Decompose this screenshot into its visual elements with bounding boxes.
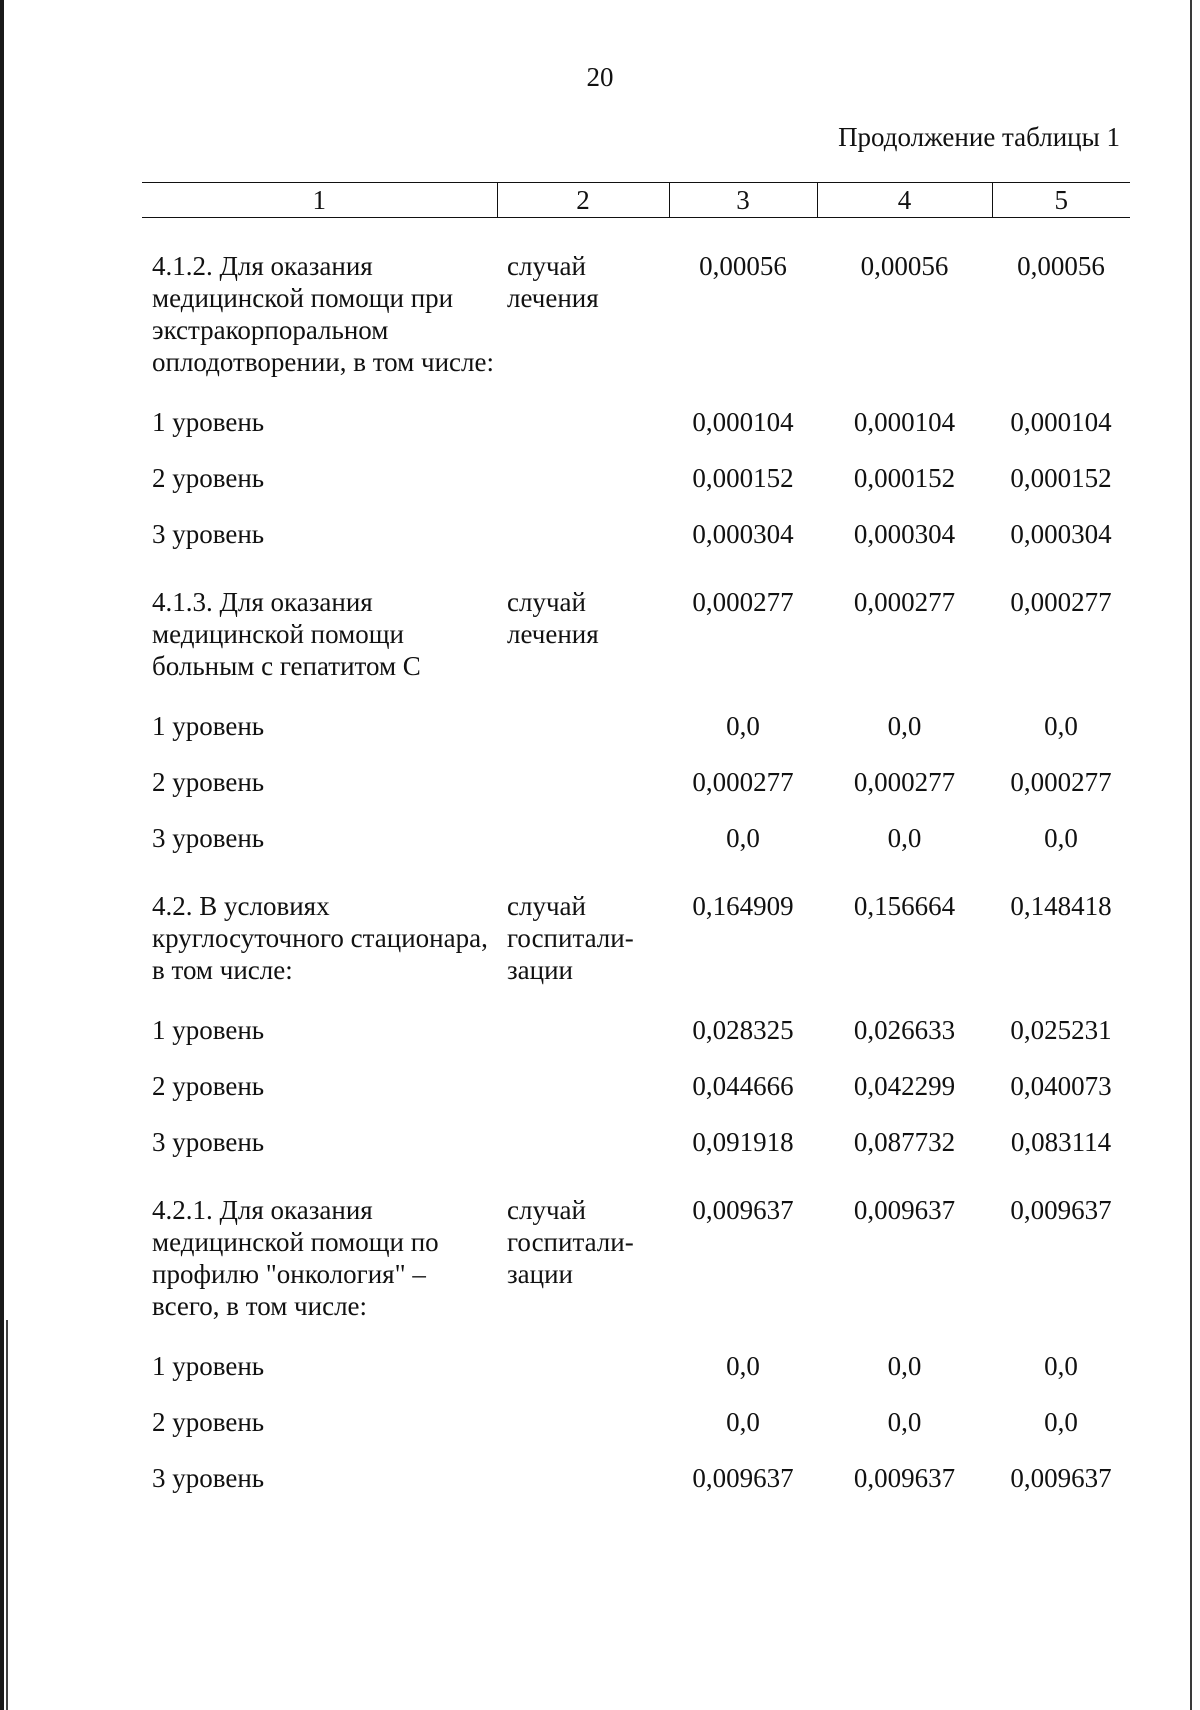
row-unit (497, 386, 669, 442)
row-value-col4: 0,0 (887, 823, 922, 853)
row-value-col5: 0,040073 (1010, 1071, 1112, 1101)
scan-edge-left-secondary (6, 1320, 8, 1710)
row-value-col3: 0,0 (726, 823, 760, 853)
table-row (142, 386, 1130, 442)
row-value-col3: 0,0 (726, 1351, 760, 1381)
table-row (142, 1442, 1130, 1498)
row-value-col3: 0,0 (726, 711, 760, 741)
row-value-col5: 0,009637 (1010, 1463, 1112, 1493)
table-header (142, 183, 1130, 218)
row-unit (497, 1330, 669, 1386)
table-row (142, 858, 1130, 994)
row-value-col4: 0,0 (887, 1407, 922, 1437)
row-value-col5: 0,148418 (1010, 891, 1112, 921)
row-unit (497, 1386, 669, 1442)
row-value-col3: 0,000277 (692, 587, 794, 617)
row-label: 1 уровень (152, 711, 265, 741)
header-col-5: 5 (992, 183, 1130, 218)
row-unit: случай госпитали-зации (507, 891, 634, 985)
row-value-col4: 0,026633 (853, 1015, 956, 1045)
row-value-col5: 0,0 (1044, 823, 1078, 853)
table-row (142, 802, 1130, 858)
row-value-col3: 0,044666 (692, 1071, 794, 1101)
row-value-col4: 0,00056 (860, 251, 949, 281)
row-label: 3 уровень (152, 519, 265, 549)
row-label: 1 уровень (152, 1351, 265, 1381)
row-value-col5: 0,000304 (1010, 519, 1112, 549)
header-row (142, 183, 1130, 218)
row-value-col3: 0,009637 (692, 1195, 794, 1225)
row-label: 2 уровень (152, 1071, 265, 1101)
row-value-col4: 0,000304 (853, 519, 956, 549)
row-label: 4.1.3. Для оказания медицинской помощи больным с гепатитом С (152, 587, 421, 681)
row-value-col4: 0,0 (887, 711, 922, 741)
row-value-col4: 0,042299 (853, 1071, 956, 1101)
row-label: 4.2.1. Для оказания медицинской помощи по профилю "онкология" – всего, в том числе: (152, 1195, 439, 1321)
row-unit (497, 1442, 669, 1498)
row-value-col4: 0,000277 (853, 767, 956, 797)
table-continuation-title: Продолжение таблицы 1 (838, 122, 1120, 152)
row-label: 1 уровень (152, 1015, 265, 1045)
row-value-col5: 0,0 (1044, 1407, 1078, 1437)
row-value-col4: 0,087732 (853, 1127, 956, 1157)
table-row (142, 554, 1130, 690)
row-value-col5: 0,000277 (1010, 767, 1112, 797)
row-value-col3: 0,164909 (692, 891, 794, 921)
row-unit (497, 802, 669, 858)
row-unit (497, 442, 669, 498)
row-label: 2 уровень (152, 463, 265, 493)
row-value-col5: 0,083114 (1010, 1127, 1112, 1157)
row-unit (497, 1050, 669, 1106)
table-row (142, 746, 1130, 802)
header-col-4: 4 (817, 183, 992, 218)
data-table (142, 182, 1130, 1498)
scan-edge-right (1190, 0, 1192, 1710)
row-label: 3 уровень (152, 823, 265, 853)
table-row (142, 1162, 1130, 1330)
scan-edge-left (0, 0, 4, 1710)
row-unit (497, 498, 669, 554)
row-value-col4: 0,156664 (853, 891, 956, 921)
row-value-col4: 0,009637 (853, 1463, 956, 1493)
table-row (142, 442, 1130, 498)
row-value-col3: 0,000304 (692, 519, 794, 549)
table-row (142, 1106, 1130, 1162)
row-value-col3: 0,0 (726, 1407, 760, 1437)
row-value-col5: 0,0 (1044, 711, 1078, 741)
row-value-col3: 0,091918 (692, 1127, 794, 1157)
row-label: 1 уровень (152, 407, 265, 437)
row-value-col5: 0,000104 (1010, 407, 1112, 437)
row-value-col4: 0,000152 (853, 463, 956, 493)
row-value-col5: 0,025231 (1010, 1015, 1112, 1045)
table-row (142, 218, 1130, 387)
row-label: 4.2. В условиях круглосуточного стационара, в том числе: (152, 891, 488, 985)
row-value-col4: 0,000277 (853, 587, 956, 617)
row-value-col5: 0,00056 (1017, 251, 1105, 281)
row-value-col3: 0,028325 (692, 1015, 794, 1045)
row-unit: случай лечения (507, 587, 599, 649)
row-value-col3: 0,00056 (699, 251, 787, 281)
table-row (142, 1050, 1130, 1106)
row-value-col4: 0,0 (887, 1351, 922, 1381)
row-label: 2 уровень (152, 1407, 265, 1437)
row-unit (497, 1106, 669, 1162)
table-row (142, 498, 1130, 554)
header-col-2: 2 (497, 183, 669, 218)
row-unit: случай госпитали-зации (507, 1195, 634, 1289)
page-number: 20 (586, 62, 614, 92)
row-unit (497, 690, 669, 746)
row-label: 3 уровень (152, 1127, 265, 1157)
row-value-col3: 0,000152 (692, 463, 794, 493)
row-unit (497, 994, 669, 1050)
table-row (142, 1330, 1130, 1386)
row-label: 3 уровень (152, 1463, 265, 1493)
row-value-col4: 0,009637 (853, 1195, 956, 1225)
table-row (142, 690, 1130, 746)
row-value-col5: 0,009637 (1010, 1195, 1112, 1225)
row-value-col4: 0,000104 (853, 407, 956, 437)
row-value-col3: 0,000277 (692, 767, 794, 797)
header-col-1: 1 (142, 183, 497, 218)
row-unit (497, 746, 669, 802)
table-row (142, 1386, 1130, 1442)
table-row (142, 994, 1130, 1050)
row-value-col3: 0,009637 (692, 1463, 794, 1493)
row-value-col5: 0,0 (1044, 1351, 1078, 1381)
row-unit: случай лечения (507, 251, 599, 313)
row-label: 2 уровень (152, 767, 265, 797)
header-col-3: 3 (669, 183, 817, 218)
row-value-col3: 0,000104 (692, 407, 794, 437)
table-body (142, 218, 1130, 1499)
row-value-col5: 0,000277 (1010, 587, 1112, 617)
data-table-container (142, 182, 1130, 1498)
row-label: 4.1.2. Для оказания медицинской помощи при экстракорпоральном оплодотворении, в том числе: (152, 251, 494, 377)
row-value-col5: 0,000152 (1010, 463, 1112, 493)
